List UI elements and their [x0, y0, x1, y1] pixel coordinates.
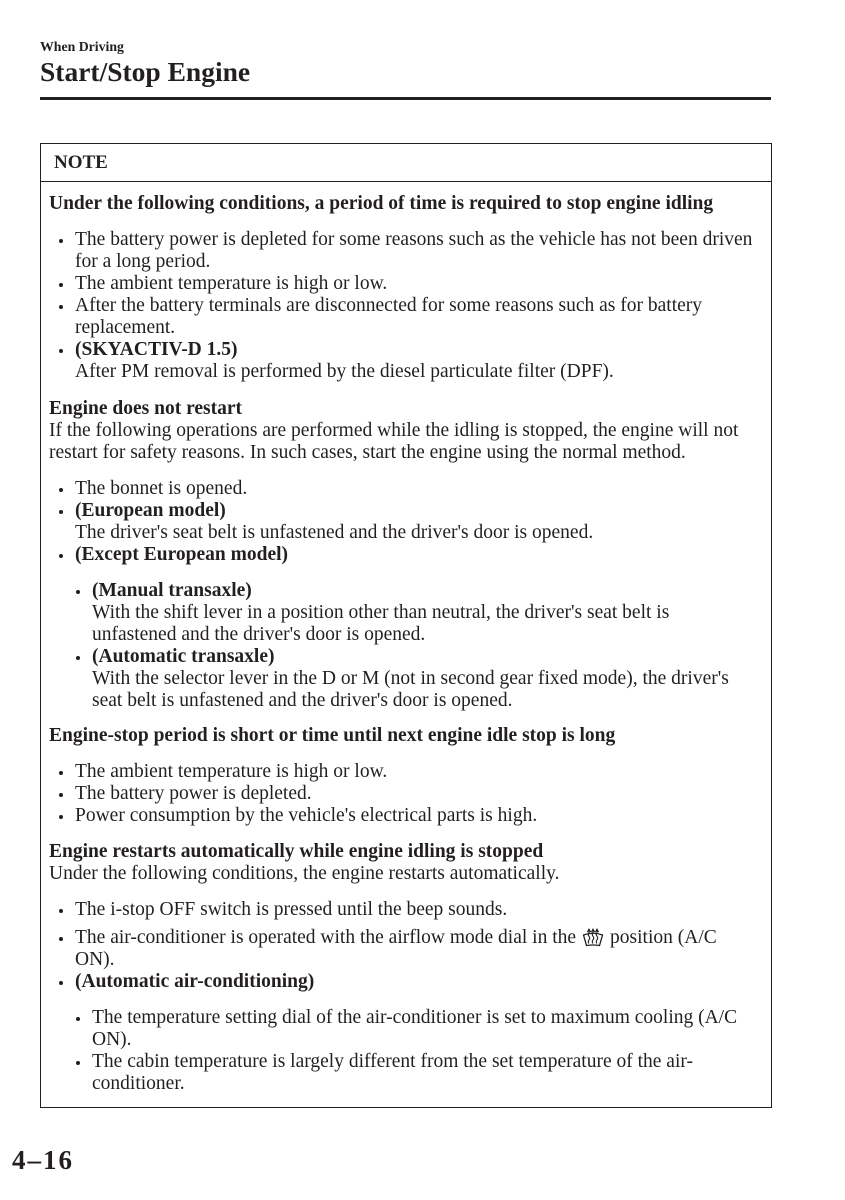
- note-body: [41, 182, 771, 1095]
- section-intro-line: If the following operations are performed while the idling is stopped, the engine will not: [49, 420, 739, 441]
- section-heading: Under the following conditions, a period of time is required to stop engine idling: [49, 193, 714, 214]
- sub-list-item: [92, 580, 761, 646]
- bullet-icon: [59, 981, 63, 985]
- section-heading: Engine restarts automatically while engine idling is stopped: [49, 841, 544, 862]
- item-line: conditioner.: [92, 1073, 185, 1094]
- item-line: ON).: [75, 949, 115, 970]
- page-number: 4–16: [12, 1145, 74, 1175]
- item-line: unfastened and the driver's door is opened.: [92, 624, 426, 645]
- bullet-icon: [59, 554, 63, 558]
- item-line: replacement.: [75, 317, 176, 338]
- bullet-icon: [76, 590, 80, 594]
- item-line: ON).: [92, 1029, 132, 1050]
- list-item: [75, 229, 761, 273]
- bullet-list: [49, 899, 761, 1095]
- list-item: [75, 339, 761, 383]
- note-section: [49, 725, 761, 827]
- item-line: The battery power is depleted.: [75, 783, 312, 804]
- note-section: [49, 398, 761, 712]
- list-item: [75, 295, 761, 339]
- item-line: The ambient temperature is high or low.: [75, 273, 388, 294]
- bullet-icon: [76, 1061, 80, 1065]
- bullet-icon: [59, 793, 63, 797]
- list-item: [75, 500, 761, 544]
- sub-list-item: [92, 646, 761, 712]
- item-title: (SKYACTIV-D 1.5): [75, 339, 238, 360]
- bullet-icon: [59, 909, 63, 913]
- bullet-icon: [76, 656, 80, 660]
- item-line: The cabin temperature is largely different from the set temperature of the air-: [92, 1051, 693, 1072]
- item-line: With the shift lever in a position other than neutral, the driver's seat belt is: [92, 602, 670, 623]
- section-heading: Engine-stop period is short or time until next engine idle stop is long: [49, 725, 616, 746]
- item-title: (Except European model): [75, 544, 289, 565]
- item-title: (European model): [75, 500, 226, 521]
- sub-list-item: [92, 1007, 761, 1051]
- page-title: Start/Stop Engine: [40, 56, 251, 87]
- list-item: [75, 544, 761, 712]
- bullet-icon: [59, 510, 63, 514]
- item-line: The temperature setting dial of the air-conditioner is set to maximum cooling (A/C: [92, 1007, 738, 1028]
- chapter-label: When Driving: [40, 39, 124, 54]
- bullet-icon: [59, 305, 63, 309]
- note-section: [49, 841, 761, 1095]
- defroster-icon: [582, 928, 604, 947]
- list-item: [75, 805, 761, 827]
- item-line: seat belt is unfastened and the driver's door is opened.: [92, 690, 513, 711]
- bullet-icon: [59, 771, 63, 775]
- bullet-icon: [59, 815, 63, 819]
- bullet-icon: [76, 1017, 80, 1021]
- item-line: [75, 927, 761, 949]
- bullet-icon: [59, 488, 63, 492]
- list-item: [75, 899, 761, 921]
- bullet-icon: [59, 239, 63, 243]
- item-line: The driver's seat belt is unfastened and the driver's door is opened.: [75, 522, 594, 543]
- bullet-icon: [59, 349, 63, 353]
- bullet-list: [49, 761, 761, 827]
- item-line-end: position (A/C: [610, 927, 717, 948]
- section-intro-line: restart for safety reasons. In such cases, start the engine using the normal method.: [49, 442, 686, 463]
- list-item: [75, 761, 761, 783]
- item-line: After the battery terminals are disconnected for some reasons such as for battery: [75, 295, 703, 316]
- bullet-icon: [59, 937, 63, 941]
- item-line: After PM removal is performed by the diesel particulate filter (DPF).: [75, 361, 614, 382]
- list-item: [75, 927, 761, 971]
- item-line: The bonnet is opened.: [75, 478, 248, 499]
- item-title: (Manual transaxle): [92, 580, 252, 601]
- item-line: Power consumption by the vehicle's electrical parts is high.: [75, 805, 538, 826]
- item-line: The battery power is depleted for some reasons such as the vehicle has not been driven: [75, 229, 753, 250]
- item-title: (Automatic transaxle): [92, 646, 275, 667]
- item-line: The i-stop OFF switch is pressed until the beep sounds.: [75, 899, 508, 920]
- note-label: NOTE: [41, 144, 771, 182]
- sub-bullet-list: [75, 1007, 761, 1095]
- list-item: [75, 478, 761, 500]
- sub-bullet-list: [75, 580, 761, 712]
- section-intro-line: Under the following conditions, the engine restarts automatically.: [49, 863, 560, 884]
- note-section: [49, 193, 761, 383]
- list-item: [75, 971, 761, 1095]
- list-item: [75, 273, 761, 295]
- item-line: The ambient temperature is high or low.: [75, 761, 388, 782]
- sub-list-item: [92, 1051, 761, 1095]
- item-line: With the selector lever in the D or M (not in second gear fixed mode), the driver's: [92, 668, 729, 689]
- bullet-icon: [59, 283, 63, 287]
- title-rule: [40, 97, 771, 100]
- item-title: (Automatic air-conditioning): [75, 971, 315, 992]
- list-item: [75, 783, 761, 805]
- item-line-start: The air-conditioner is operated with the airflow mode dial in the: [75, 927, 577, 948]
- section-heading: Engine does not restart: [49, 398, 243, 419]
- item-line: for a long period.: [75, 251, 211, 272]
- bullet-list: [49, 478, 761, 712]
- note-box: [40, 143, 772, 1108]
- bullet-list: [49, 229, 761, 383]
